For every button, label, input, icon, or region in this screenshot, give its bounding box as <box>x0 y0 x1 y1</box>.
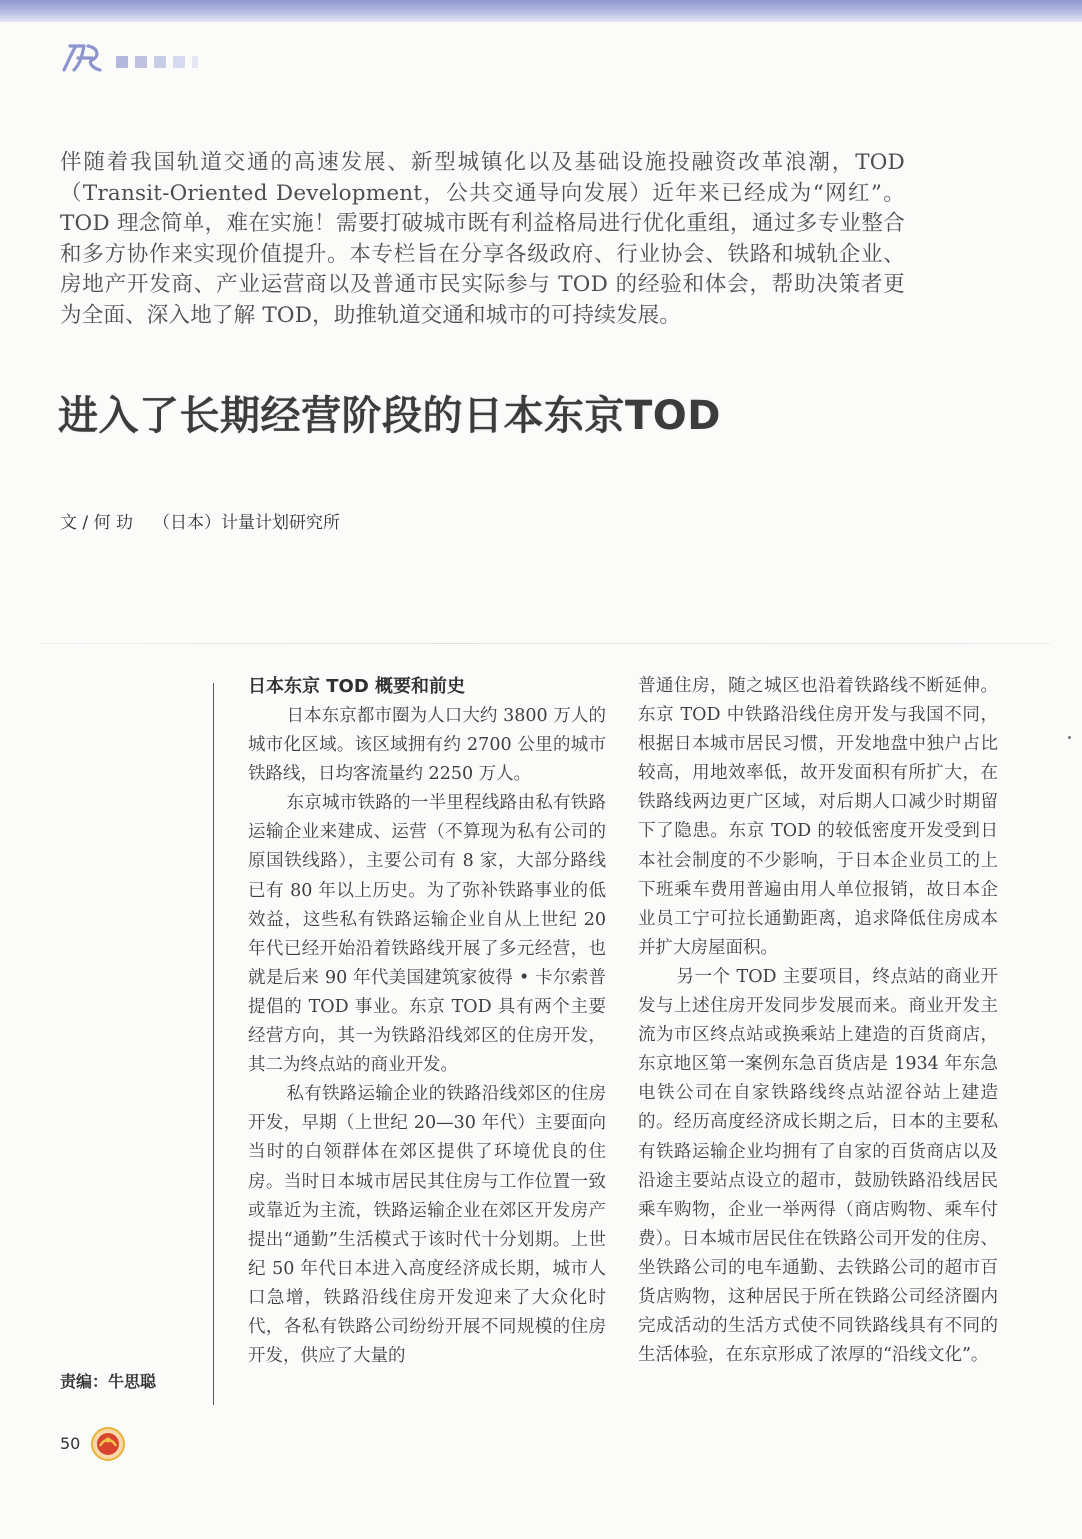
header-band <box>0 0 1082 22</box>
body-paragraph: 私有铁路运输企业的铁路沿线郊区的住房开发，早期（上世纪 20—30 年代）主要面向当时的白领群体在郊区提供了环境优良的住房。当时日本城市居民其住房与工作位置一致或靠近为主流，铁路运输企业在郊区开发房产提出“通勤”生活模式于该时代十分划期。上世纪 50 年代日本进入高度经济成长期，城市人口急增，铁路沿线住房开发迎来了大众化时代，各私有铁路公司纷纷开展不同规模的住房开发，供应了大量的 <box>248 1084 606 1367</box>
horizontal-divider <box>40 643 1050 644</box>
section-heading: 日本东京 TOD 概要和前史 <box>248 676 466 697</box>
body-column-left <box>248 672 606 1371</box>
column-intro <box>60 148 905 331</box>
vertical-divider <box>213 683 214 1405</box>
body-paragraph: 另一个 TOD 主要项目，终点站的商业开发与上述住房开发同步发展而来。商业开发主流为市区终点站或换乘站上建造的百货商店，东京地区第一案例东急百货店是 1934 年东急电铁公司在自家铁路线终点站涩谷站上建造的。经历高度经济成长期之后，日本的主要私有铁路运输企业均拥有了自家的百货商店以及沿途主要站点设立的超市，鼓励铁路沿线居民乘车购物，企业一举两得（商店购物、乘车付费）。日本城市居民住在铁路公司开发的住房、坐铁路公司的电车通勤、去铁路公司的超市百货店购物，这种居民于所在铁路公司经济圈内完成活动的生活方式使不同铁路线具有不同的生活体验，在东京形成了浓厚的“沿线文化”。 <box>638 966 998 1366</box>
intro-text: 伴随着我国轨道交通的高速发展、新型城镇化以及基础设施投融资改革浪潮，TOD（Transit-Oriented Development，公共交通导向发展）近年来已经成为“网红”。TOD 理念简单，难在实施！需要打破城市既有利益格局进行优化重组，通过多专业整合和多方协作来实现价值提升。本专栏旨在分享各级政府、行业协会、铁路和城轨企业、房地产开发商、产业运营商以及普通市民实际参与 TOD 的经验和体会，帮助决策者更为全面、深入地了解 TOD，助推轨道交通和城市的可持续发展。 <box>60 150 905 328</box>
scan-artifact <box>1068 736 1071 739</box>
magazine-emblem-icon <box>90 1426 126 1462</box>
article-title: 进入了长期经营阶段的日本东京TOD <box>58 393 721 439</box>
body-paragraph: 日本东京都市圈为人口大约 3800 万人的城市化区域。该区域拥有约 2700 公里的城市铁路线，日均客流量约 2250 万人。 <box>248 706 606 785</box>
body-paragraph-continued: 普通住房，随之城区也沿着铁路线不断延伸。东京 TOD 中铁路沿线住房开发与我国不同，根据日本城市居民习惯，开发地盘中独户占比较高，用地效率低，故开发面积有所扩大，在铁路线两边更广区域，对后期人口减少时期留下了隐患。东京 TOD 的较低密度开发受到日本社会制度的不少影响，于日本企业员工的上下班乘车费用普遍由用人单位报销，故日本企业员工宁可拉长通勤距离，追求降低住房成本并扩大房屋面积。 <box>638 676 998 958</box>
body-column-right <box>638 672 998 1370</box>
page-number: 50 <box>60 1434 81 1453</box>
column-logo-icon <box>58 42 104 74</box>
affiliation: （日本）计量计划研究所 <box>152 513 340 533</box>
editor-credit: 责编：牛思聪 <box>60 1372 157 1391</box>
logo-squares <box>116 56 198 68</box>
body-paragraph: 东京城市铁路的一半里程线路由私有铁路运输企业来建成、运营（不算现为私有公司的原国铁线路），主要公司有 8 家，大部分路线已有 80 年以上历史。为了弥补铁路事业的低效益，这些私有铁路运输企业自从上世纪 20 年代已经开始沿着铁路线开展了多元经营，也就是后来 90 年代美国建筑家彼得 • 卡尔索普提倡的 TOD 事业。东京 TOD 具有两个主要经营方向，其一为铁路沿线郊区的住房开发，其二为终点站的商业开发。 <box>248 793 606 1076</box>
author: 文 / 何 玏 <box>60 513 133 533</box>
byline <box>60 510 360 536</box>
